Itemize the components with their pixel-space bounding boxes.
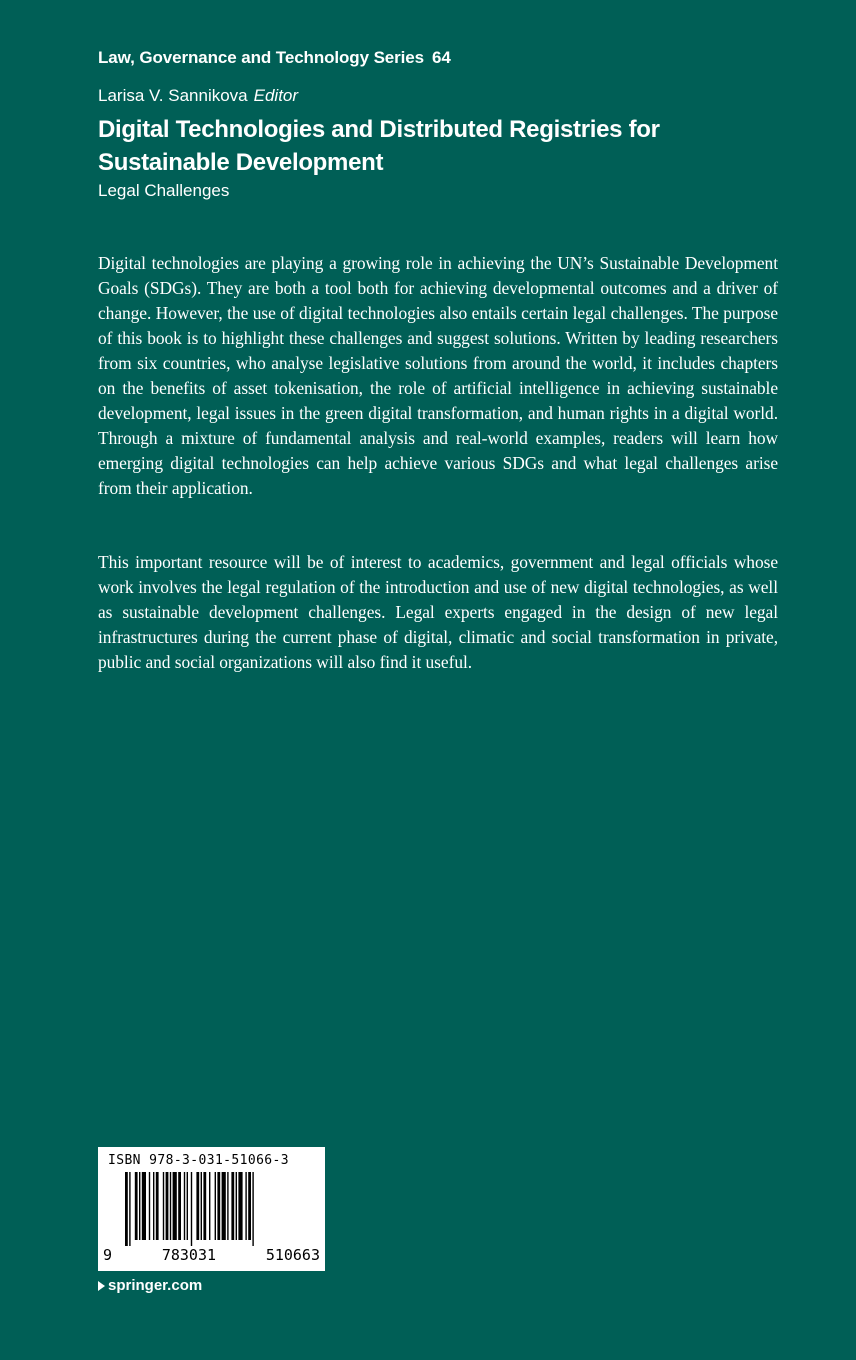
barcode-bar (252, 1172, 253, 1246)
barcode-bar (236, 1172, 237, 1240)
editor-line (98, 86, 298, 106)
barcode-digit-group: 9 (103, 1246, 113, 1264)
series-name: Law, Governance and Technology Series (98, 48, 425, 67)
editor-role: Editor (253, 86, 299, 105)
barcode-bar (139, 1172, 140, 1240)
barcode-bar (135, 1172, 138, 1240)
barcode-bar (170, 1172, 171, 1240)
book-subtitle: Legal Challenges (98, 181, 230, 200)
barcode-digit-group: 783031 (161, 1246, 217, 1264)
barcode-bar (201, 1172, 202, 1240)
arrow-right-icon (98, 1281, 105, 1291)
barcode-bar (209, 1172, 210, 1240)
series-number: 64 (432, 48, 451, 67)
barcode-bar (129, 1172, 130, 1246)
isbn-barcode (98, 1147, 325, 1271)
book-title: Digital Technologies and Distributed Registries for Sustainable Development (98, 116, 660, 176)
barcode-bar (222, 1172, 226, 1240)
blurb-paragraph-1: Digital technologies are playing a growing role in achieving the UN’s Sustainable Development Goals (SDGs). They are both a tool both for achieving developmental outcomes and a driver of change. However, the use of digital technologies also entails certain legal challenges. The purpose of this book is to highlight these challenges and suggest solutions. Written by leading researchers from six countries, who analyse legislative solutions from around the world, it includes chapters on the benefits of asset tokenisation, the role of artificial intelligence in achieving sustainable development, legal issues in the green digital transformation, and human rights in a digital world. Through a mixture of fundamental analysis and real-world examples, readers will learn how emerging digital technologies can help achieve various SDGs and what legal challenges arise from their application. (98, 253, 778, 498)
barcode-bars (125, 1172, 301, 1246)
barcode-bar (153, 1172, 154, 1240)
isbn-label: ISBN 978-3-031-51066-3 (108, 1153, 289, 1168)
barcode-bar (227, 1172, 228, 1240)
barcode-bar (156, 1172, 159, 1240)
barcode-bar (178, 1172, 181, 1240)
barcode-bar (125, 1172, 128, 1246)
barcode-bar (215, 1172, 216, 1240)
barcode-bar (142, 1172, 146, 1240)
series-line (98, 48, 451, 68)
publisher-link[interactable] (98, 1277, 202, 1294)
editor-name: Larisa V. Sannikova (98, 86, 248, 105)
barcode-bar (191, 1172, 192, 1246)
barcode-bar (149, 1172, 150, 1240)
barcode-digits (103, 1246, 320, 1264)
barcode-bar (238, 1172, 242, 1240)
barcode-bar (217, 1172, 220, 1240)
barcode-bar (196, 1172, 199, 1240)
barcode-bar (231, 1172, 234, 1240)
barcode-bar (166, 1172, 169, 1240)
barcode-bar (173, 1172, 177, 1240)
barcode-bar (163, 1172, 164, 1240)
barcode-bar (203, 1172, 206, 1240)
barcode-bar (187, 1172, 188, 1240)
publisher-url-text[interactable]: springer.com (108, 1277, 203, 1294)
barcode-digit-group: 510663 (265, 1246, 320, 1264)
blurb-paragraph-2: This important resource will be of interest to academics, government and legal officials whose work involves the legal regulation of the introduction and use of new digital technologies, as well as sustainable development challenges. Legal experts engaged in the design of new legal infrastructures during the current phase of digital, climatic and social transformation in private, public and social organizations will also find it useful. (98, 552, 778, 672)
barcode-bar (248, 1172, 251, 1240)
barcode-bar (245, 1172, 246, 1240)
barcode-bar (184, 1172, 185, 1240)
